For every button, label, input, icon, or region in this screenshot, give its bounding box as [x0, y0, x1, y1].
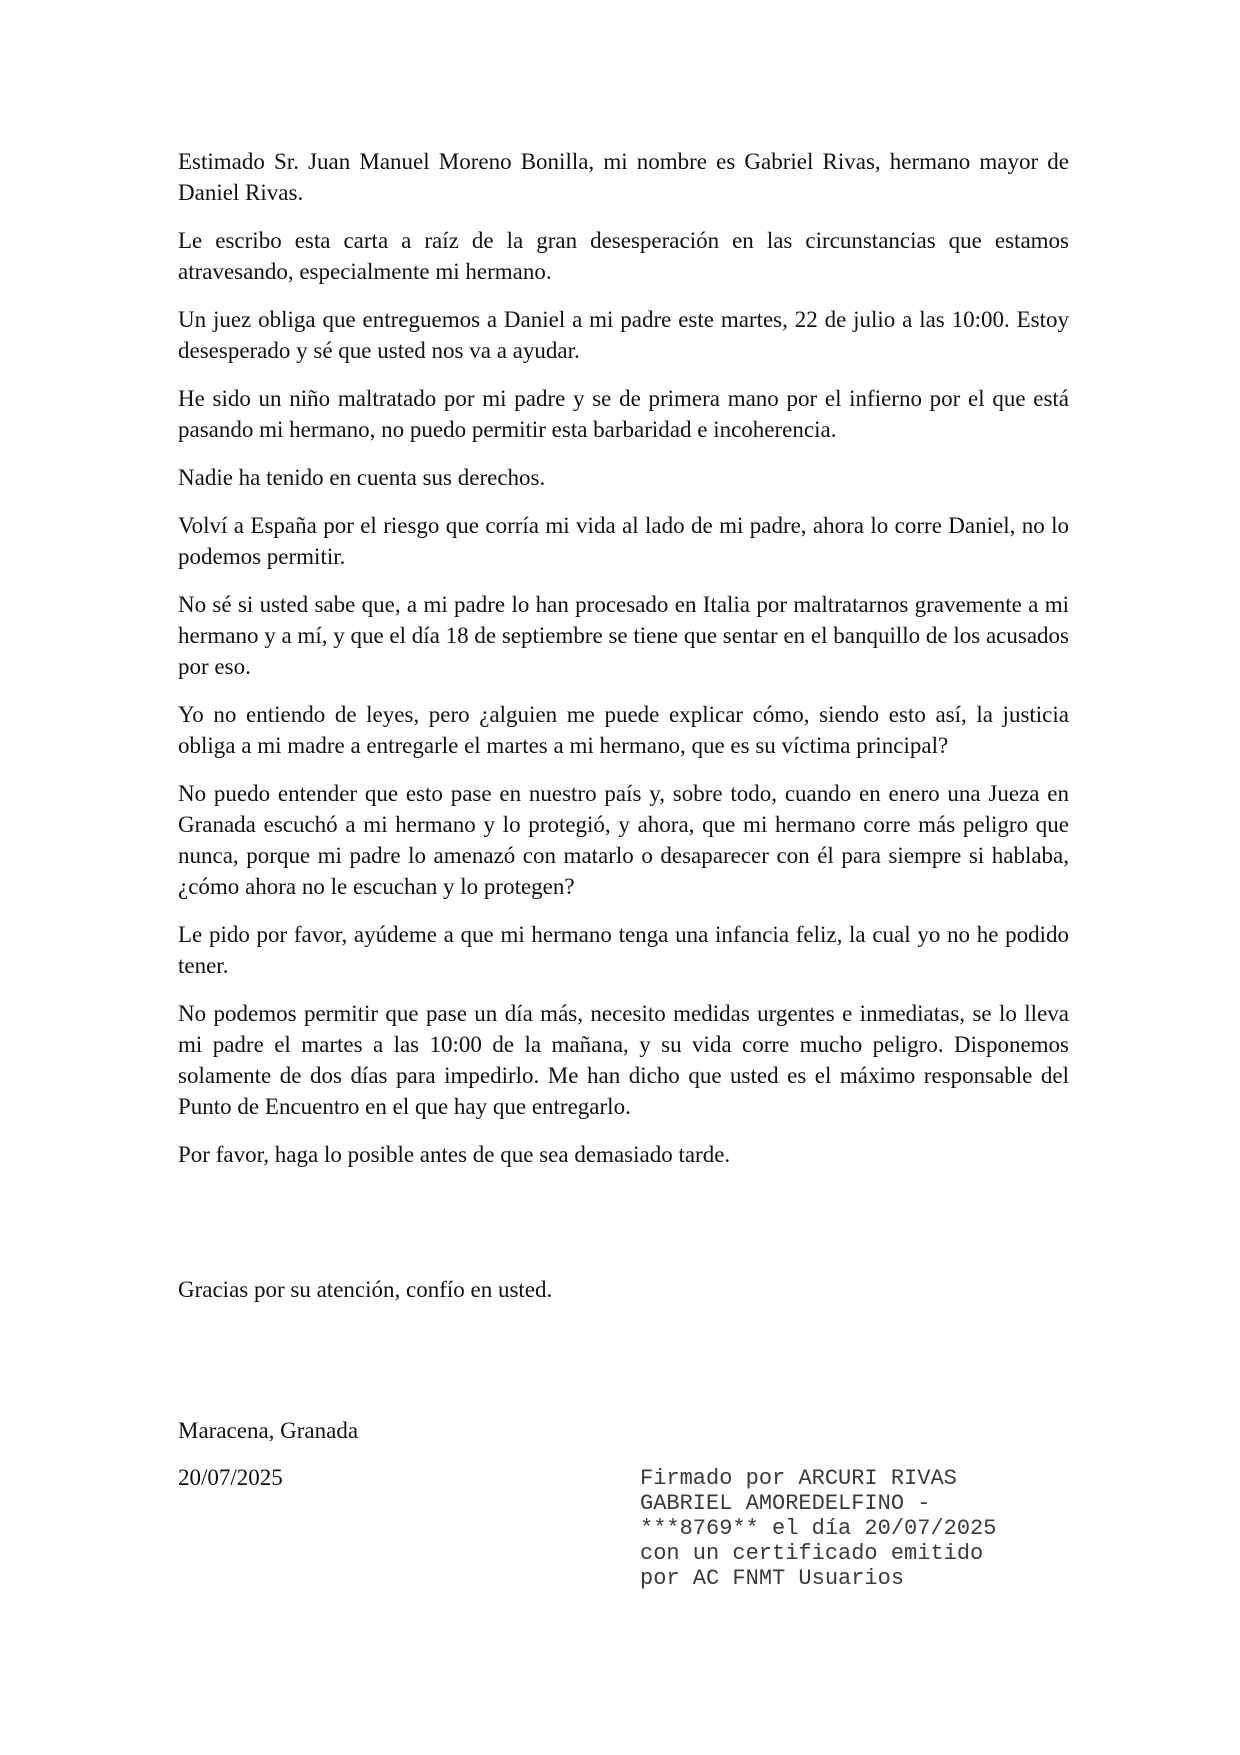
- closing-line: Gracias por su atención, confío en usted.: [178, 1277, 553, 1302]
- paragraph: Por favor, haga lo posible antes de que sea demasiado tarde.: [178, 1142, 731, 1167]
- paragraph: Le escribo esta carta a raíz de la gran desesperación en las circunstancias que estamos atravesando, especialmente mi hermano.: [178, 228, 1069, 284]
- signature-line: Firmado por ARCURI RIVAS: [640, 1466, 957, 1491]
- paragraph: Nadie ha tenido en cuenta sus derechos.: [178, 465, 546, 490]
- paragraph: No sé si usted sabe que, a mi padre lo han procesado en Italia por maltratarnos gravemente a mi hermano y a mí, y que el día 18 de septiembre se tiene que sentar en el banquillo de los acusados por eso.: [178, 592, 1069, 679]
- signature-line: por AC FNMT Usuarios: [640, 1566, 905, 1591]
- date-line: 20/07/2025: [178, 1465, 283, 1490]
- paragraph-greeting: Estimado Sr. Juan Manuel Moreno Bonilla, mi nombre es Gabriel Rivas, hermano mayor de Daniel Rivas.: [178, 149, 1069, 205]
- paragraph: Volví a España por el riesgo que corría mi vida al lado de mi padre, ahora lo corre Daniel, no lo podemos permitir.: [178, 513, 1069, 569]
- paragraph: He sido un niño maltratado por mi padre y se de primera mano por el infierno por el que está pasando mi hermano, no puedo permitir esta barbaridad e incoherencia.: [178, 386, 1069, 442]
- paragraph: No podemos permitir que pase un día más, necesito medidas urgentes e inmediatas, se lo lleva mi padre el martes a las 10:00 de la mañana, y su vida corre mucho peligro. Disponemos solamente de dos días para impedirlo. Me han dicho que usted es el máximo responsable del Punto de Encuentro en el que hay que entregarlo.: [178, 1001, 1069, 1119]
- signature-line: GABRIEL AMOREDELFINO -: [640, 1491, 931, 1516]
- digital-signature-block: [640, 1466, 1070, 1591]
- paragraph: No puedo entender que esto pase en nuestro país y, sobre todo, cuando en enero una Jueza en Granada escuchó a mi hermano y lo protegió, y ahora, que mi hermano corre más peligro que nunca, porque mi padre lo amenazó con matarlo o desaparecer con él para siempre si hablaba, ¿cómo ahora no le escuchan y lo protegen?: [178, 781, 1069, 899]
- place-line: Maracena, Granada: [178, 1418, 359, 1443]
- signature-line: ***8769** el día 20/07/2025: [640, 1516, 997, 1541]
- paragraph: Le pido por favor, ayúdeme a que mi hermano tenga una infancia feliz, la cual yo no he podido tener.: [178, 922, 1069, 978]
- paragraph: Yo no entiendo de leyes, pero ¿alguien me puede explicar cómo, siendo esto así, la justicia obliga a mi madre a entregarle el martes a mi hermano, que es su víctima principal?: [178, 702, 1069, 758]
- letter-body: [178, 146, 1069, 1187]
- signature-line: con un certificado emitido: [640, 1541, 984, 1566]
- paragraph: Un juez obliga que entreguemos a Daniel a mi padre este martes, 22 de julio a las 10:00. Estoy desesperado y sé que usted nos va a ayudar.: [178, 307, 1069, 363]
